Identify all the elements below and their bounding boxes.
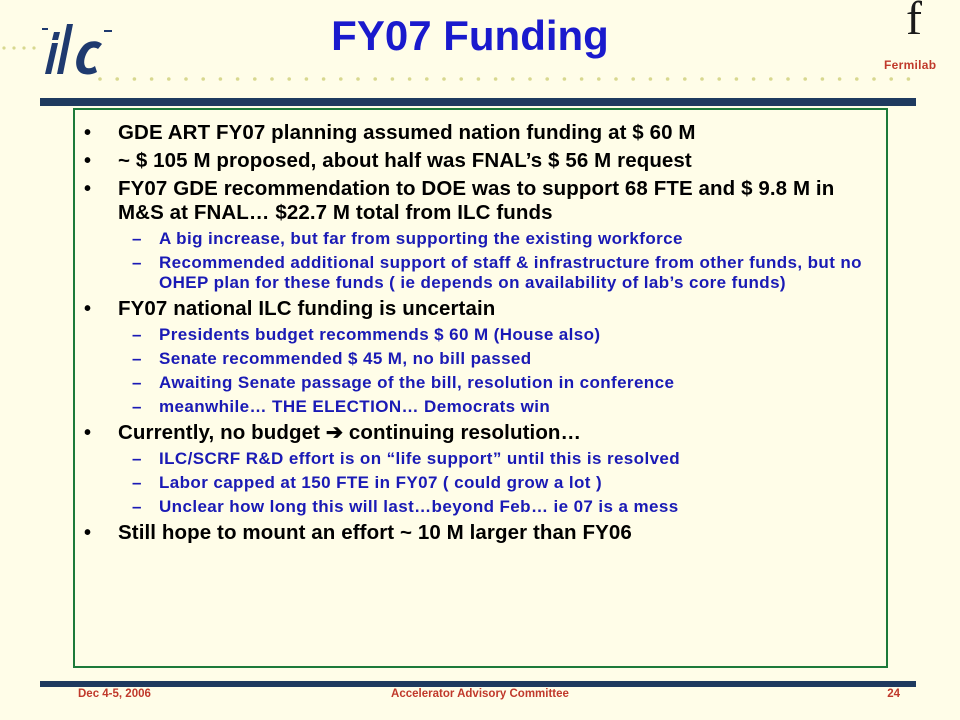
sub-bullet-text: A big increase, but far from supporting the existing workforce	[159, 229, 683, 248]
sub-bullet-text: Unclear how long this will last…beyond Feb… ie 07 is a mess	[159, 497, 679, 516]
sub-bullet-text: Presidents budget recommends $ 60 M (House also)	[159, 325, 601, 344]
title-rule	[40, 98, 916, 106]
decorative-dots-left	[0, 44, 60, 52]
fermilab-logo-icon: f	[906, 0, 922, 45]
sub-bullet-item	[84, 397, 884, 417]
bullet-text: FY07 GDE recommendation to DOE was to support 68 FTE and $ 9.8 M in M&S at FNAL… $22.7 M total from ILC funds	[118, 177, 835, 224]
sub-bullet-text: Senate recommended $ 45 M, no bill passed	[159, 349, 532, 368]
bullet-marker: •	[84, 150, 92, 172]
sub-bullet-item	[84, 473, 884, 493]
sub-bullet-item	[84, 449, 884, 469]
sub-bullet-marker: –	[132, 253, 142, 272]
sub-bullet-item	[84, 497, 884, 517]
sub-bullet-item	[84, 325, 884, 345]
decorative-dots-row	[94, 74, 914, 84]
bullet-marker: •	[84, 522, 92, 544]
sub-bullet-text: Labor capped at 150 FTE in FY07 ( could grow a lot )	[159, 473, 603, 492]
sub-bullet-item	[84, 253, 884, 293]
footer-date: Dec 4-5, 2006	[78, 688, 151, 700]
sub-bullet-marker: –	[132, 449, 142, 468]
bullet-text: FY07 national ILC funding is uncertain	[118, 297, 496, 320]
bullet-item	[84, 297, 884, 321]
sub-bullet-item	[84, 373, 884, 393]
footer-rule	[40, 681, 916, 687]
bullet-text: Still hope to mount an effort ~ 10 M larger than FY06	[118, 521, 632, 544]
sub-bullet-marker: –	[132, 349, 142, 368]
bullet-marker: •	[84, 178, 92, 200]
bullet-item	[84, 421, 884, 445]
sub-bullet-text: Awaiting Senate passage of the bill, resolution in conference	[159, 373, 675, 392]
sub-bullet-marker: –	[132, 325, 142, 344]
bullet-marker: •	[84, 122, 92, 144]
bullet-text: GDE ART FY07 planning assumed nation funding at $ 60 M	[118, 121, 696, 144]
bullet-marker: •	[84, 298, 92, 320]
sub-bullet-item	[84, 349, 884, 369]
footer-committee: Accelerator Advisory Committee	[391, 688, 569, 700]
sub-bullet-marker: –	[132, 497, 142, 516]
sub-bullet-text: ILC/SCRF R&D effort is on “life support” until this is resolved	[159, 449, 681, 468]
bullet-text: ~ $ 105 M proposed, about half was FNAL’s $ 56 M request	[118, 149, 692, 172]
bullet-item	[84, 521, 884, 545]
sub-bullet-marker: –	[132, 397, 142, 416]
sub-bullet-item	[84, 229, 884, 249]
sub-bullet-text: Recommended additional support of staff & infrastructure from other funds, but no OHEP plan for these funds ( ie depends on availability of lab’s core funds)	[159, 253, 862, 292]
bullet-text: Currently, no budget ➔ continuing resolution…	[118, 421, 582, 444]
sub-bullet-marker: –	[132, 473, 142, 492]
sub-bullet-marker: –	[132, 229, 142, 248]
bullet-item	[84, 177, 884, 225]
sub-bullet-text: meanwhile… THE ELECTION… Democrats win	[159, 397, 551, 416]
bullet-item	[84, 149, 884, 173]
sub-bullet-marker: –	[132, 373, 142, 392]
fermilab-label: Fermilab	[884, 58, 937, 72]
bullet-marker: •	[84, 422, 92, 444]
page-number: 24	[887, 688, 900, 700]
slide-title: FY07 Funding	[331, 12, 609, 59]
bullet-item	[84, 121, 884, 145]
bullet-list	[84, 121, 884, 549]
